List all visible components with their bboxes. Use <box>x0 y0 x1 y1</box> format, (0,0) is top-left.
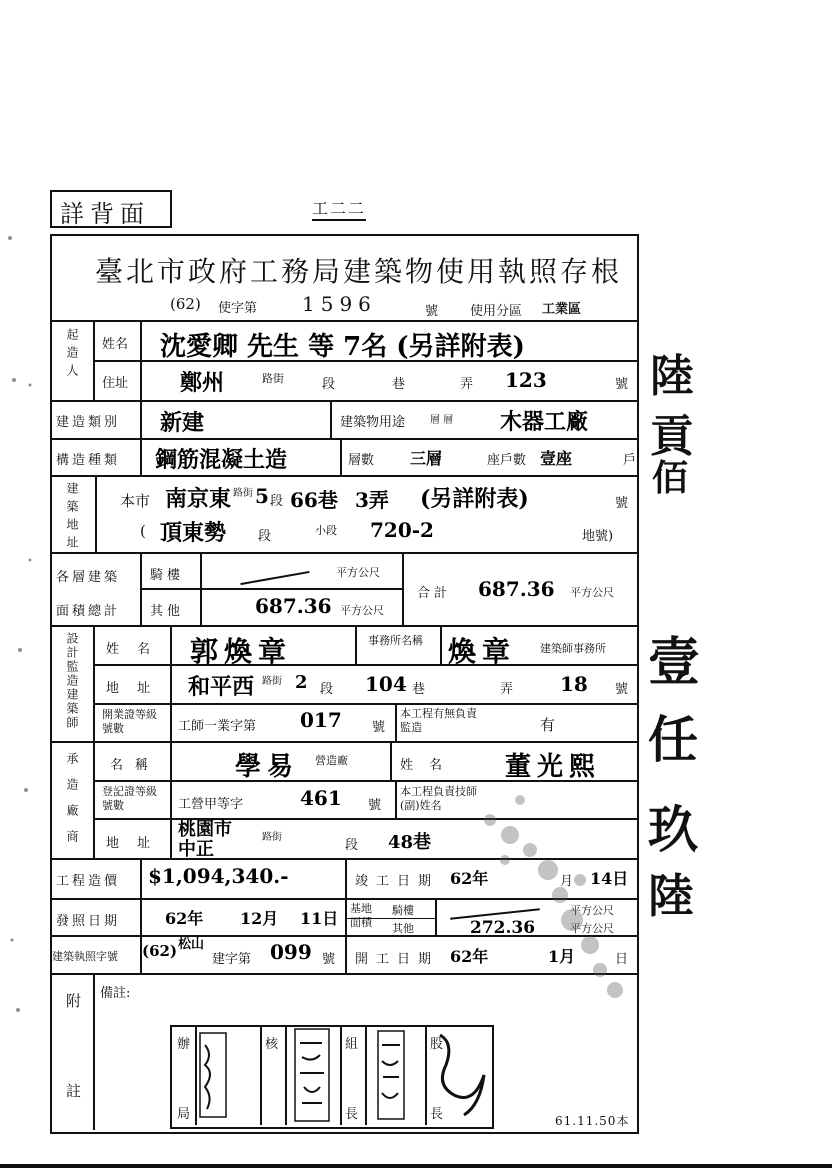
area-other-unit: 平方公尺 <box>340 604 384 617</box>
license-number: 1596 <box>302 292 377 316</box>
start-day: 日 <box>615 952 629 967</box>
corner-label-box <box>50 190 172 228</box>
signoff-6: 長 <box>430 1107 444 1122</box>
right-margin-4: 壹 <box>648 632 701 693</box>
area-other-value: 687.36 <box>255 594 332 618</box>
cost-label: 工程造價 <box>56 874 121 889</box>
site-end: 號 <box>615 496 629 511</box>
designer-office-label: 事務所名稱 <box>368 634 423 647</box>
license-year: (62) <box>170 295 201 313</box>
area-total-label: 合計 <box>417 586 452 601</box>
done-day: 14日 <box>590 869 629 888</box>
floors-label: 層數 <box>348 453 375 468</box>
form-code: 61.11.50本 <box>555 1114 630 1128</box>
contractor-section-label: 承造廠商 <box>65 752 79 856</box>
designer-address-section: 2 <box>295 672 308 693</box>
applicant-address-lane: 巷 <box>392 377 406 392</box>
issue-year: 62年 <box>165 909 204 928</box>
contractor-person-value: 董光熙 <box>505 752 602 782</box>
designer-office-suffix: 建築師事務所 <box>540 642 606 655</box>
permit-sub: 松山 <box>178 937 205 952</box>
site-lane: 66巷 <box>290 488 338 512</box>
site-section: 5 <box>255 484 269 508</box>
units-value: 壹座 <box>540 449 573 468</box>
site-lot-no: 720-2 <box>370 518 434 542</box>
start-month: 1月 <box>548 947 576 966</box>
designer-supervise-label: 本工程有無負責監造 <box>400 707 477 734</box>
right-margin-7: 陸 <box>648 869 694 923</box>
permit-prefix: 建字第 <box>212 952 252 967</box>
signoff-4: 長 <box>345 1107 359 1122</box>
right-margin-5: 任 <box>648 710 698 769</box>
site-lot-prefix: ( <box>140 522 146 540</box>
applicant-address-value: 鄭州 <box>180 370 225 396</box>
signoff-1: 辦 <box>177 1037 191 1052</box>
designer-supervise-value: 有 <box>540 716 556 734</box>
applicant-address-no-label: 弄 <box>460 377 474 392</box>
applicant-address-label: 住址 <box>102 376 129 391</box>
contractor-reg-value: 工營甲等字 <box>178 797 244 812</box>
structure-label: 構造種類 <box>56 453 121 468</box>
contractor-address-section: 段 <box>345 838 359 853</box>
corner-label: 詳背面 <box>60 200 150 228</box>
right-margin-1: 陸 <box>650 351 694 402</box>
right-margin-3: 佰 <box>652 457 689 499</box>
signature-stamps <box>170 1025 490 1125</box>
contractor-name-suffix: 營造廠 <box>315 754 348 767</box>
contractor-address-lane: 48巷 <box>388 832 432 853</box>
contractor-address-value: 桃園市 中正 <box>178 819 232 860</box>
base-other-label: 其他 <box>392 922 414 935</box>
permit-label: 建築執照字號 <box>52 950 118 963</box>
start-label: 開工日期 <box>355 952 440 967</box>
site-city: 本市 <box>120 492 151 510</box>
designer-address-end: 號 <box>615 682 629 697</box>
use-label: 建築物用途 <box>340 415 406 430</box>
designer-address-no: 18 <box>560 672 588 696</box>
area-other-label: 其他 <box>150 604 185 619</box>
units-end: 戶 <box>623 453 637 468</box>
area-arcade-unit: 平方公尺 <box>336 566 380 579</box>
designer-license-label: 開業證等級號數 <box>102 708 157 735</box>
designer-name-value: 郭煥章 <box>190 635 293 668</box>
designer-name-label: 姓名 <box>106 642 169 657</box>
base-other-unit: 平方公尺 <box>570 922 614 935</box>
site-lot-sub: 小段 <box>315 524 337 537</box>
license-suffix: 號 <box>425 304 439 319</box>
zone-label: 使用分區 <box>470 304 523 319</box>
applicant-address-no: 123 <box>505 368 547 392</box>
permit-number: 099 <box>270 940 312 964</box>
designer-address-value: 和平西 <box>188 674 255 700</box>
use-value: 木器工廠 <box>500 409 589 435</box>
designer-address-section-label: 段 <box>320 682 334 697</box>
done-year: 62年 <box>450 869 489 888</box>
floors-value: 三層 <box>410 449 443 468</box>
site-label: 建築地址 <box>65 482 79 554</box>
form-title: 臺北市政府工務局建築物使用執照存根 <box>95 255 623 288</box>
area-total-unit: 平方公尺 <box>570 586 614 599</box>
contractor-tech-label: 本工程負責技師(副)姓名 <box>400 785 477 812</box>
contractor-name-label: 名稱 <box>110 758 161 773</box>
notes-left-top: 附 <box>66 992 82 1010</box>
site-alley: 3弄 <box>355 488 389 512</box>
zone-value: 工業區 <box>542 302 582 317</box>
site-road: 南京東 <box>165 486 232 512</box>
contractor-reg-no: 461 <box>300 786 342 810</box>
applicant-section-label: 起造人 <box>65 328 79 382</box>
base-label: 基地面積 <box>350 902 372 929</box>
signoff-7: 局 <box>177 1107 191 1122</box>
site-section-label: 段 <box>270 494 284 509</box>
site-lot-area: 頂東勢 <box>160 520 227 546</box>
right-margin-2: 貢 <box>650 411 694 462</box>
designer-address-lane-label: 巷 <box>412 682 426 697</box>
type-value: 新建 <box>160 410 205 436</box>
right-margin-6: 玖 <box>648 800 698 859</box>
issue-label: 發照日期 <box>56 914 121 929</box>
contractor-address-road: 路街 <box>262 832 282 843</box>
designer-license-no: 017 <box>300 708 342 732</box>
designer-license-value: 工師一業字第 <box>178 719 257 734</box>
designer-address-no-label: 弄 <box>500 682 514 697</box>
units-label: 座戶數 <box>487 453 527 468</box>
issue-day: 11日 <box>300 909 339 928</box>
type-label: 建造類別 <box>56 415 121 430</box>
applicant-address-road: 路街 <box>262 372 284 385</box>
designer-license-end: 號 <box>372 720 386 735</box>
base-arcade-label: 騎樓 <box>392 904 414 917</box>
designer-address-lane: 104 <box>365 672 407 696</box>
cost-value: $1,094,340.- <box>148 864 289 888</box>
contractor-person-label: 姓名 <box>400 758 459 773</box>
designer-address-label: 地址 <box>106 681 169 696</box>
contractor-name-value: 學易 <box>235 752 300 782</box>
signoff-5: 股 <box>430 1037 444 1052</box>
designer-office-value: 煥章 <box>448 635 517 668</box>
designer-section-label: 設計監造建築師 <box>65 632 79 730</box>
permit-end: 號 <box>322 952 336 967</box>
signoff-3: 組 <box>345 1037 359 1052</box>
applicant-address-end: 號 <box>615 377 629 392</box>
area-arcade-label: 騎樓 <box>150 568 185 583</box>
site-note: (另詳附表) <box>420 486 529 512</box>
notes-left-bottom: 註 <box>66 1082 82 1100</box>
structure-value: 鋼筋混凝土造 <box>155 447 288 473</box>
base-other-value: 272.36 <box>470 918 536 938</box>
done-label: 竣工日期 <box>355 874 440 889</box>
applicant-name-value: 沈愛卿 先生 等 7名 (另詳附表) <box>160 332 525 362</box>
site-lot-section: 段 <box>258 529 272 544</box>
area-label-2: 面積總計 <box>56 604 121 619</box>
contractor-address-label: 地址 <box>106 836 169 851</box>
contractor-reg-label: 登記證等級號數 <box>102 785 157 812</box>
area-label-1: 各層建築 <box>56 570 121 585</box>
permit-value: (62) <box>142 942 178 960</box>
designer-address-road: 路街 <box>262 676 282 687</box>
top-stamp: 工二二 <box>312 196 366 221</box>
issue-month: 12月 <box>240 909 279 928</box>
use-prefix: 層 層 <box>430 415 454 426</box>
site-road-suffix: 路街 <box>233 488 253 499</box>
applicant-address-section: 段 <box>322 377 336 392</box>
signoff-2: 核 <box>265 1037 279 1052</box>
area-total-value: 687.36 <box>478 577 555 601</box>
start-year: 62年 <box>450 947 489 966</box>
applicant-name-label: 姓名 <box>102 337 129 352</box>
base-arcade-unit: 平方公尺 <box>570 904 614 917</box>
site-lot-end: 地號) <box>582 529 614 544</box>
remark-label: 備註: <box>100 986 131 1001</box>
done-month: 月 <box>560 874 574 889</box>
license-prefix: 使字第 <box>218 301 258 316</box>
contractor-reg-end: 號 <box>368 798 382 813</box>
